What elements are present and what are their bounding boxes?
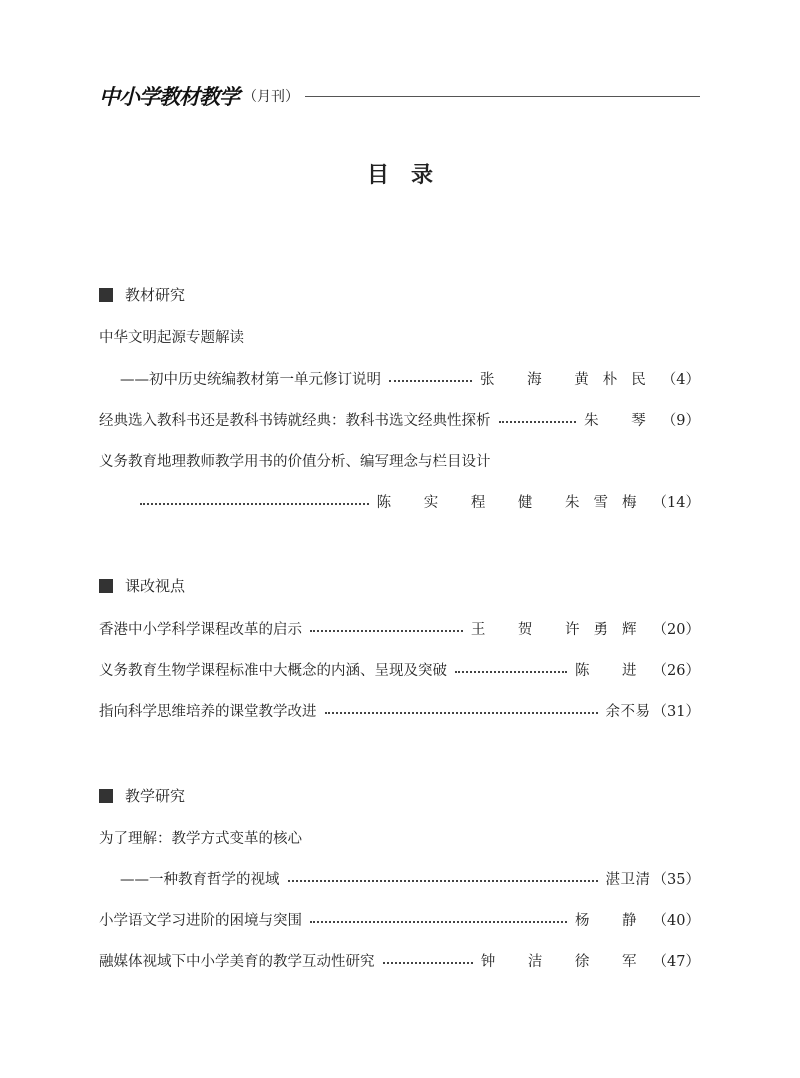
section-heading <box>99 284 185 305</box>
dot-leader <box>310 630 463 632</box>
toc-entry-page: （4） <box>661 371 700 388</box>
toc-entry-title[interactable]: 为了理解：教学方式变革的核心 <box>99 831 302 847</box>
toc-entry-page: （20） <box>652 621 700 638</box>
dot-leader <box>499 421 577 423</box>
toc-entry-authors: 杨 静 <box>574 912 651 929</box>
dot-leader <box>383 962 473 964</box>
toc-entry-title: 香港中小学科学课程改革的启示 <box>99 621 302 638</box>
masthead <box>99 84 700 108</box>
page-title: 目录 <box>366 163 455 188</box>
toc-entry-authors: 余不易 <box>605 703 651 720</box>
toc-entry-page: （31） <box>652 703 700 720</box>
toc-entry[interactable] <box>140 489 700 513</box>
section-heading-label: 教材研究 <box>125 286 186 304</box>
section-heading <box>99 785 185 806</box>
journal-name: 中小学教材教学 <box>99 85 239 109</box>
toc-entry[interactable] <box>99 907 700 931</box>
toc-entry-page: （26） <box>652 662 700 679</box>
toc-entry-page: （14） <box>652 494 700 511</box>
toc-entry-subtitle: ——一种教育哲学的视域 <box>120 871 280 888</box>
toc-entry-title: 义务教育生物学课程标准中大概念的内涵、呈现及突破 <box>99 662 447 679</box>
journal-frequency: （月刊） <box>243 89 299 105</box>
toc-entry-authors: 陈 实 程 健 朱雪梅 <box>376 494 651 511</box>
toc-entry-title: 小学语文学习进阶的困境与突围 <box>99 912 302 929</box>
toc-entry-title: 指向科学思维培养的课堂教学改进 <box>99 703 317 720</box>
section-marker-icon <box>99 288 113 302</box>
toc-entry-title[interactable]: 义务教育地理教师教学用书的价值分析、编写理念与栏目设计 <box>99 454 491 470</box>
toc-entry-authors: 湛卫清 <box>605 871 651 888</box>
toc-entry[interactable] <box>99 657 700 681</box>
section-heading-label: 教学研究 <box>125 787 186 805</box>
toc-entry-page: （35） <box>652 871 700 888</box>
dot-leader <box>455 671 567 673</box>
toc-entry-authors: 王 贺 许勇辉 <box>470 621 651 638</box>
toc-entry[interactable] <box>120 866 700 890</box>
toc-entry-authors: 朱 琴 <box>584 412 660 429</box>
toc-entry[interactable] <box>120 366 700 390</box>
toc-entry[interactable] <box>99 698 700 722</box>
dot-leader <box>325 712 598 714</box>
section-marker-icon <box>99 579 113 593</box>
section-heading <box>99 575 185 596</box>
dot-leader <box>389 380 472 382</box>
dot-leader <box>140 503 369 505</box>
toc-entry-title[interactable]: 中华文明起源专题解读 <box>99 330 244 346</box>
toc-entry[interactable] <box>99 948 700 972</box>
toc-entry-page: （40） <box>652 912 700 929</box>
toc-entry-authors: 张 海 黄朴民 <box>480 371 660 388</box>
toc-entry-title: 融媒体视域下中小学美育的教学互动性研究 <box>99 953 375 970</box>
toc-entry[interactable] <box>99 407 700 431</box>
section-heading-label: 课改视点 <box>125 577 186 595</box>
toc-entry[interactable] <box>99 616 700 640</box>
toc-entry-authors: 钟 洁 徐 军 <box>480 953 651 970</box>
dot-leader <box>310 921 567 923</box>
toc-entry-subtitle: ——初中历史统编教材第一单元修订说明 <box>120 371 381 388</box>
toc-entry-title: 经典选入教科书还是教科书铸就经典：教科书选文经典性探析 <box>99 412 491 429</box>
dot-leader <box>288 880 598 882</box>
toc-entry-authors: 陈 进 <box>574 662 651 679</box>
toc-entry-page: （47） <box>652 953 700 970</box>
section-marker-icon <box>99 789 113 803</box>
masthead-rule <box>305 96 700 97</box>
toc-entry-page: （9） <box>661 412 700 429</box>
